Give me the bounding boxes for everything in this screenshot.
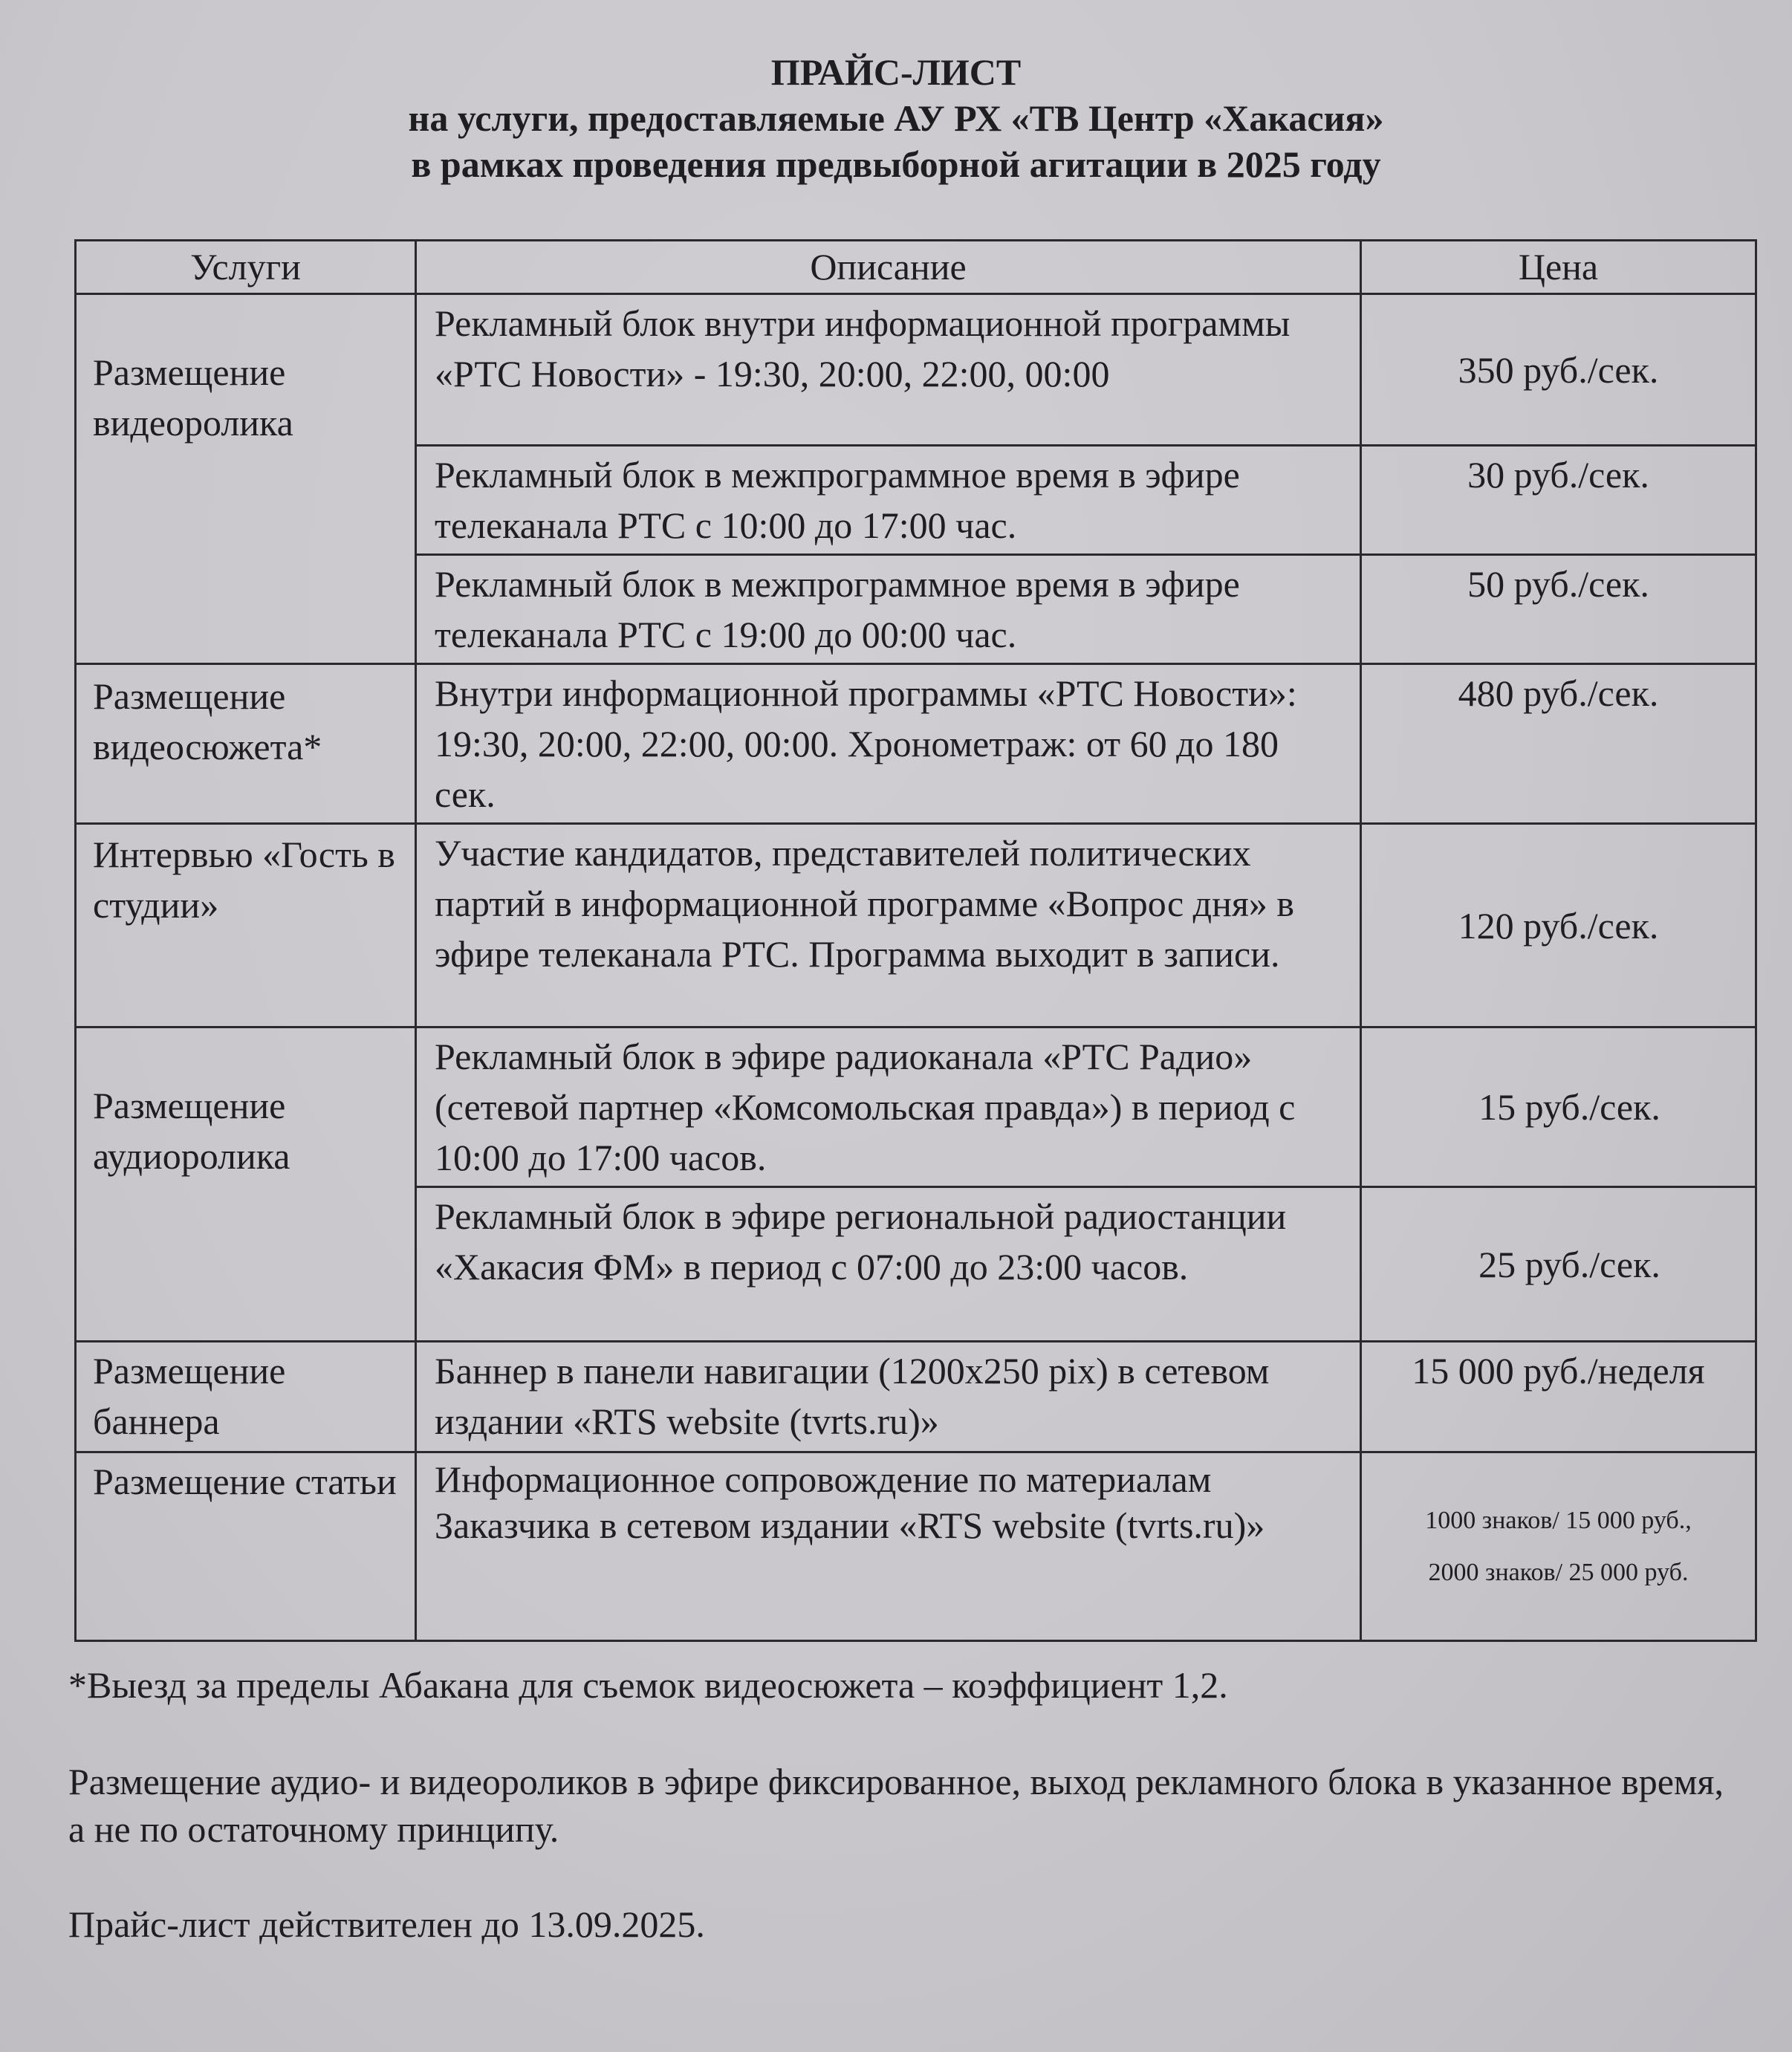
table-row <box>76 1342 1756 1452</box>
price-cell <box>1361 1452 1756 1641</box>
table-row <box>76 824 1756 1027</box>
service-cell: Размещение аудиоролика <box>76 1027 416 1342</box>
title-line-1: ПРАЙС-ЛИСТ <box>770 51 1022 93</box>
description-cell: Баннер в панели навигации (1200х250 pix) в сетевом издании «RTS website (tvrts.ru)» <box>416 1342 1361 1452</box>
price-cell: 15 руб./сек. <box>1361 1027 1756 1187</box>
column-header-price: Цена <box>1361 241 1756 294</box>
service-cell: Размещение статьи <box>76 1452 416 1641</box>
column-header-description: Описание <box>416 241 1361 294</box>
price-line-1000-chars: 1000 знаков/ 15 000 руб., <box>1425 1506 1692 1534</box>
validity-note: Прайс-лист действителен до 13.09.2025. <box>68 1903 705 1945</box>
service-cell: Интервью «Гость в студии» <box>76 824 416 1027</box>
service-cell: Размещение видеосюжета* <box>76 664 416 824</box>
footnote-text: *Выезд за пределы Абакана для съемок видеосюжета – коэффициент 1,2. <box>68 1664 1228 1706</box>
table-row <box>76 1027 1756 1187</box>
description-cell: Внутри информационной программы «РТС Новости»: 19:30, 20:00, 22:00, 00:00. Хронометраж: от 60 до 180 сек. <box>416 664 1361 824</box>
price-cell: 480 руб./сек. <box>1361 664 1756 824</box>
description-cell: Рекламный блок в эфире региональной радиостанции «Хакасия ФМ» в период с 07:00 до 23:00 часов. <box>416 1187 1361 1342</box>
price-cell: 120 руб./сек. <box>1361 824 1756 1027</box>
service-cell: Размещение баннера <box>76 1342 416 1452</box>
table-row <box>76 294 1756 446</box>
table-header-row <box>76 241 1756 294</box>
price-line-2000-chars: 2000 знаков/ 25 000 руб. <box>1428 1558 1689 1586</box>
price-cell: 15 000 руб./неделя <box>1361 1342 1756 1452</box>
table-row <box>76 664 1756 824</box>
service-cell: Размещение видеоролика <box>76 294 416 664</box>
price-cell: 50 руб./сек. <box>1361 555 1756 664</box>
price-cell: 30 руб./сек. <box>1361 446 1756 555</box>
description-cell: Рекламный блок внутри информационной программы «РТС Новости» - 19:30, 20:00, 22:00, 00:00 <box>416 294 1361 446</box>
placement-note: Размещение аудио- и видеороликов в эфире фиксированное, выход рекламного блока в указанное время, а не по остаточному принципу. <box>68 1761 1724 1850</box>
table-row <box>76 1452 1756 1641</box>
document-title <box>0 49 1792 187</box>
title-line-2: на услуги, предоставляемые АУ РХ «ТВ Центр «Хакасия» <box>408 97 1384 139</box>
title-line-3: в рамках проведения предвыборной агитации в 2025 году <box>411 143 1381 185</box>
price-table <box>74 239 1757 1642</box>
description-cell: Информационное сопровождение по материалам Заказчика в сетевом издании «RTS website (tvrts.ru)» <box>416 1452 1361 1641</box>
description-cell: Рекламный блок в межпрограммное время в эфире телеканала РТС с 10:00 до 17:00 час. <box>416 446 1361 555</box>
description-cell: Рекламный блок в эфире радиоканала «РТС Радио» (сетевой партнер «Комсомольская правда») в период с 10:00 до 17:00 часов. <box>416 1027 1361 1187</box>
description-cell: Участие кандидатов, представителей политических партий в информационной программе «Вопрос дня» в эфире телеканала РТС. Программа выходит в записи. <box>416 824 1361 1027</box>
price-cell: 350 руб./сек. <box>1361 294 1756 446</box>
price-cell: 25 руб./сек. <box>1361 1187 1756 1342</box>
column-header-services: Услуги <box>76 241 416 294</box>
description-cell: Рекламный блок в межпрограммное время в эфире телеканала РТС с 19:00 до 00:00 час. <box>416 555 1361 664</box>
